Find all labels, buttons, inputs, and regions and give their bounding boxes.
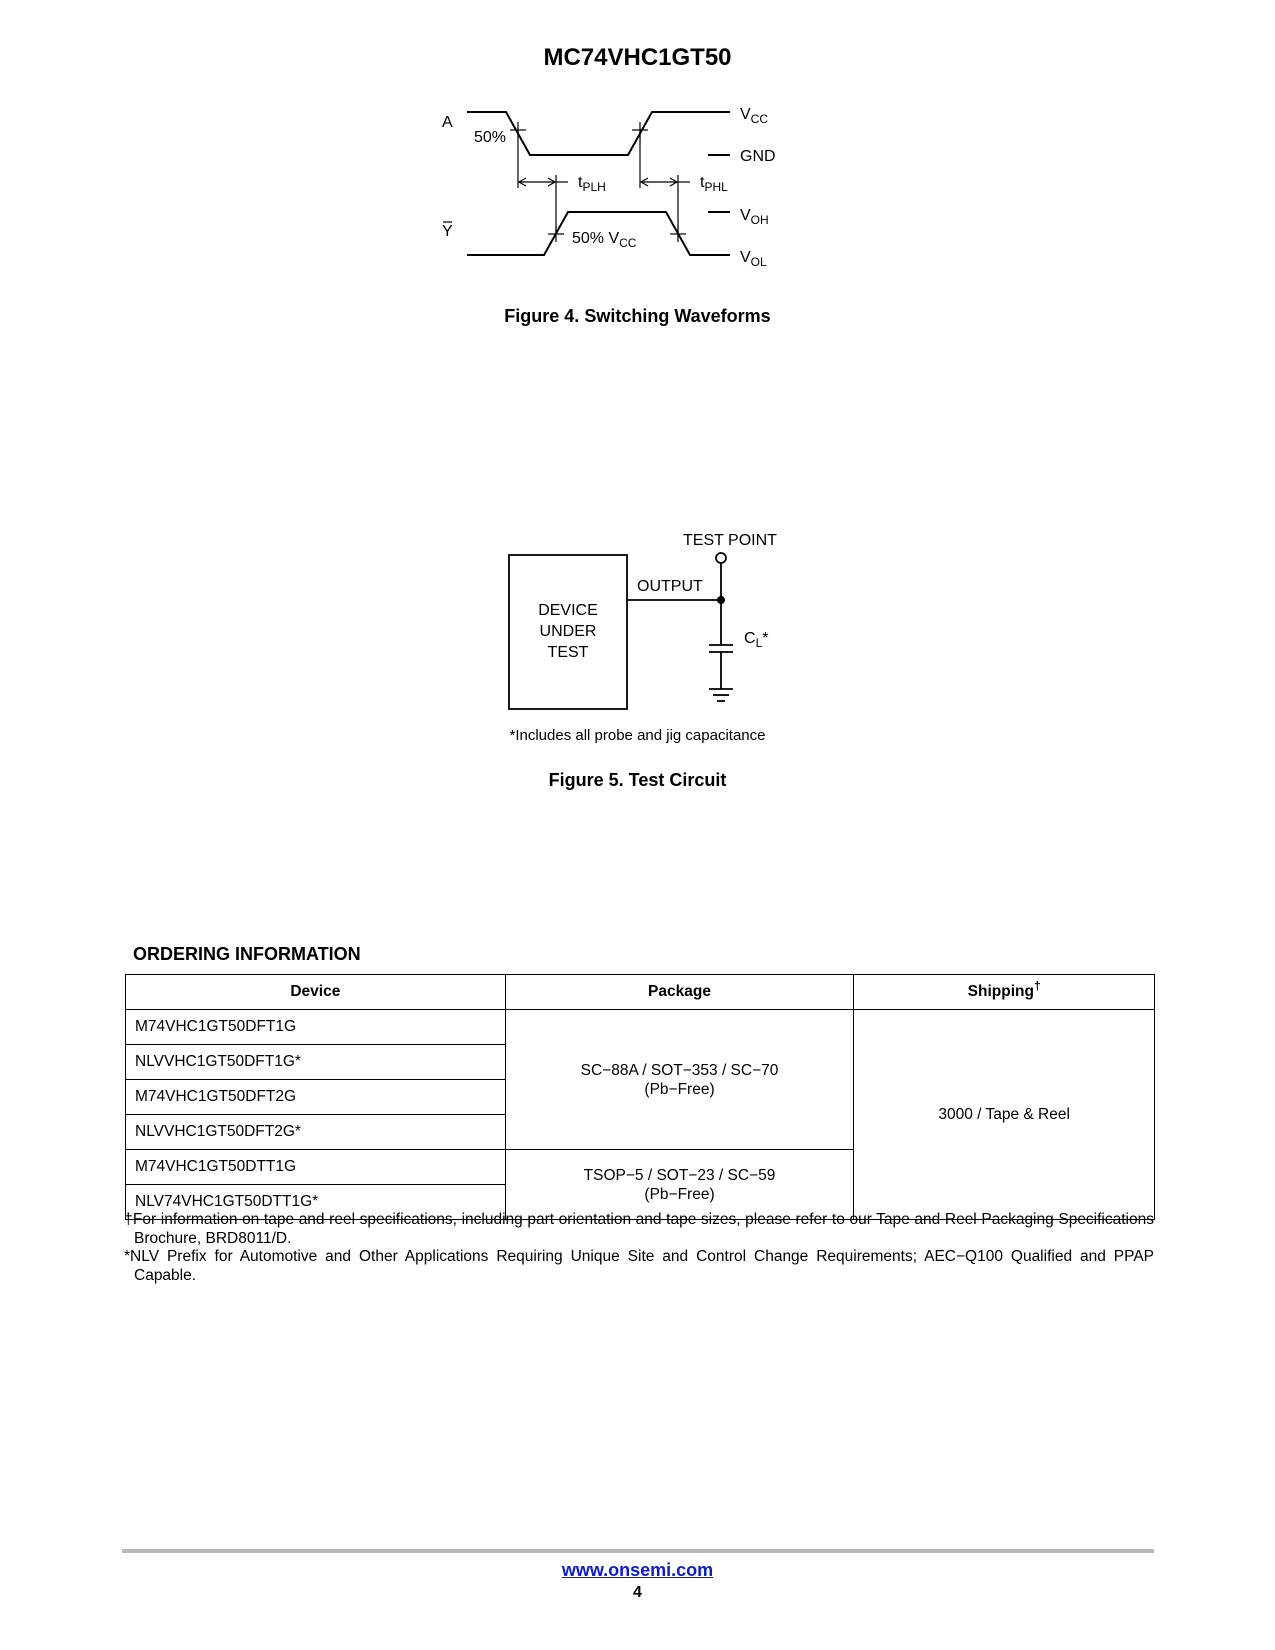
vcc-label: $V_{CC}$: [740, 106, 769, 126]
footer-divider: [122, 1549, 1154, 1553]
ordering-section-title: ORDERING INFORMATION: [133, 944, 361, 964]
dut-label-line3: TEST: [547, 644, 589, 661]
figure5-note: *Includes all probe and jig capacitance: [509, 727, 766, 744]
column-header-shipping: Shipping†: [854, 975, 1155, 1010]
device-cell: NLVVHC1GT50DFT2G*: [126, 1115, 506, 1150]
load-capacitor-label: $C_L*$: [744, 630, 769, 650]
switching-waveforms-diagram: [440, 100, 840, 285]
output-label: Y: [442, 223, 453, 240]
device-cell: M74VHC1GT50DTT1G: [126, 1150, 506, 1185]
nlv-prefix-footnote: *NLV Prefix for Automotive and Other Applications Requiring Unique Site and Control Change Requirements; AEC−Q100 Qualified and PPAP Capable.: [124, 1248, 1154, 1284]
ordering-notes: [124, 1211, 1154, 1285]
test-point-terminal: [716, 553, 726, 563]
footer-website-link[interactable]: www.onsemi.com: [561, 1560, 714, 1580]
dut-label-line1: DEVICE: [538, 602, 598, 619]
input-waveform: [467, 112, 730, 155]
test-circuit-diagram: [500, 525, 800, 710]
output-node: [717, 596, 725, 604]
input-label: A: [442, 114, 453, 131]
figure5-caption: Figure 5. Test Circuit: [548, 770, 727, 790]
test-point-label: TEST POINT: [683, 532, 777, 549]
table-header-row: [126, 975, 1155, 1010]
shipping-cell: 3000 / Tape & Reel: [854, 1010, 1155, 1220]
tplh-label: $t_{PLH}$: [578, 174, 606, 194]
package-cell: TSOP−5 / SOT−23 / SC−59 (Pb−Free): [505, 1150, 854, 1220]
column-header-package: Package: [505, 975, 854, 1010]
page-number: 4: [633, 1584, 642, 1601]
vol-label: $V_{OL}$: [740, 249, 767, 269]
voh-label: $V_{OH}$: [740, 207, 769, 227]
table-row: [126, 1010, 1155, 1045]
shipping-footnote: †For information on tape and reel specifications, including part orientation and tape sizes, please refer to our Tape and Reel Packaging Specifications Brochure, BRD8011/D.: [124, 1211, 1154, 1247]
tphl-label: $t_{PHL}$: [700, 174, 728, 194]
package-cell: SC−88A / SOT−353 / SC−70 (Pb−Free): [505, 1010, 854, 1150]
column-header-device: Device: [126, 975, 506, 1010]
device-cell: NLV74VHC1GT50DTT1G*: [126, 1185, 506, 1220]
gnd-label: GND: [740, 148, 776, 165]
figure4-caption: Figure 4. Switching Waveforms: [504, 306, 771, 326]
ordering-table: [125, 974, 1155, 1220]
dut-label-line2: UNDER: [539, 623, 597, 640]
output-label: OUTPUT: [637, 578, 703, 595]
input-threshold-label: 50%: [474, 129, 507, 146]
output-threshold-label: 50% $V_{CC}$: [572, 230, 637, 250]
page-title: MC74VHC1GT50: [543, 44, 732, 71]
device-cell: M74VHC1GT50DFT2G: [126, 1080, 506, 1115]
device-cell: NLVVHC1GT50DFT1G*: [126, 1045, 506, 1080]
device-cell: M74VHC1GT50DFT1G: [126, 1010, 506, 1045]
